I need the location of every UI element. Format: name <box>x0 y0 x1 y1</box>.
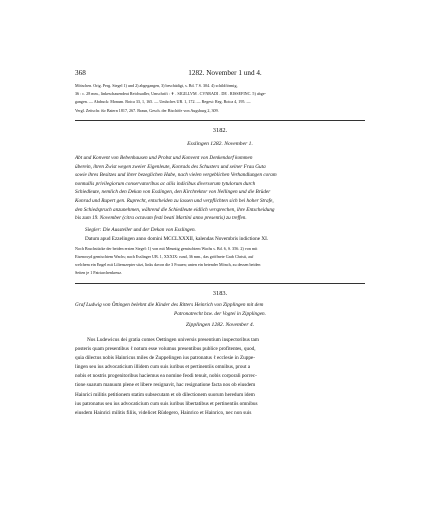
regest-line: überein, ihren Zwist wegen zweier Eigenleute, Konrads des Schusters und seiner Frau Guta <box>75 163 266 170</box>
charter-line: eiusdem Hainrici militis filiis, videlicet Rüdegero, Hainrico et Hainrico, nec non suis <box>75 409 252 416</box>
charter-line: quia dilectus nobis Hainricus miles de Zuppelingen ius patronatus ℓ ecclesie in Zuppe- <box>75 355 255 362</box>
regest-line: nonnullis privilegiorum conservatoribus ac aliis indicibus diversorum tytulorum durch <box>75 180 256 187</box>
charter-line: Hainrici militis petitionem statim subsecutam et ob dilectionem suorum heredum idem <box>75 391 255 398</box>
doc-heading: Esslingen 1282. November 1. <box>187 141 253 147</box>
note-line: Mötschen. Orig. Perg. Siegel 1) und 2) abgegangen, 3) beschädigt, s. Bd. 7 S. 304. 4) schildförmig, <box>75 83 238 88</box>
doc-number: 3182. <box>212 127 228 134</box>
charter-line: Nos Ludewicus dei gratia comes Oettingen universis presentium inspectoribus tam <box>87 337 259 343</box>
note-line: Seiten je 1 Patriarchenkreuz. <box>75 270 123 275</box>
regest-line: bis zum 19. November (citra octavam festi beati Martini anno presentis) zu treffen. <box>75 215 247 222</box>
note-line: 36 : c. 28 mm., linkeschauendeat Reichsadler, Umschrift : ✝ . SIGILLVM . CVNRADI . DE . RISSEFINC. 5) abge- <box>75 91 266 97</box>
regest-line: Abt und Konvent von Bebenhausen und Probst und Konvent von Denkendorf kommen <box>75 155 253 161</box>
regest-text <box>75 301 365 318</box>
charter-line: tione suarum manuum plene et libere resignavit, hac resignatione facta nos ob eiusdem <box>75 382 256 389</box>
divider <box>75 283 365 284</box>
regest-line: den Schiedspruch anzunehmen, während die Schiedleute eidlich versprechen, ihre Entscheidung <box>75 206 275 213</box>
regest-line: Graf Ludwig von Öttingen belehnt die Kinder des Ritters Heinrich von Zipplingen mit dem <box>75 302 264 308</box>
regest-line: sowie ihres Besitzes und ihrer bezeglichen Habe, nach vielen vergeblichen Verhandlungen coram <box>75 172 277 179</box>
charter-line: posteris quam presentibus ℓ notum esse volumus presentibus publice profitentes, quod, <box>75 346 256 353</box>
note-line: Vergl. Zeitschr. für Baiern 1817, 267. Braun, Gesch. der Bischöfe von Augsburg 2, 309. <box>75 107 219 113</box>
page-header <box>75 69 375 81</box>
regest-line: Patronatrecht bzw. der Vogtei in Zipplingen. <box>174 310 266 317</box>
datum-line: Datum apud Ezzelingen anno domini MCCLXXXII, kalendas Novembris indictione XI. <box>85 236 269 242</box>
note-line: welchem ein Engel mit Lilienszepter sitzt, links davon die 3 Frauen; unten ein betender Mönch, zu dessen beiden <box>75 262 261 267</box>
charter-line: ius patronatus seu ius advocaticium cum suis iuribus libertatibus et pertinentiis omnibus <box>75 400 258 407</box>
doc-number: 3183. <box>212 290 228 297</box>
charter-line: lingen seu ius advocaticium illidem cum suis iuribus et pertinentiis omnibus, prout a <box>75 364 251 371</box>
divider <box>75 120 365 121</box>
note-line: gangen. — Abdruck: Monum. Boica 33, 1, 165. — Umlsches UB. 1, 172. — Regest: Reg. Boica 4, 195. — <box>75 99 251 105</box>
doc-heading: Zipplingen 1282. November 4. <box>185 322 255 328</box>
charter-text <box>75 336 365 418</box>
regest-text <box>75 154 365 223</box>
running-head: 1282. November 1 und 4. <box>188 69 262 77</box>
note-line: Noch Bruchstücke der beiden ersten Siegel: 1) von mit Meuntig gemischtem Wachs s. Bd. 6, S. 356. 2) von mit <box>75 246 258 251</box>
top-notes <box>75 82 365 115</box>
note-line: Eisenoxyd gemischtem Wachs; nach Esslinger UB. 1, XXXIX: rund, 36 mm., das gröffnete Grab Christi, auf <box>75 254 254 259</box>
regest-line: Schiedleute, nemlich den Dekan von Esslingen, den Kirchrektor von Nellingen und die Brüder <box>75 189 271 196</box>
doc-notes <box>75 245 365 277</box>
charter-line: nobis et nostris progenitoribus haciemus ea nomine feodi tenuit, nobis corporali porrec- <box>75 373 257 380</box>
regest-line: Konrad und Rupert gen. Ruprecht, entscheiden zu lassen und verpflichten sich bei hoher Strafe, <box>75 197 274 204</box>
page-number: 368 <box>75 69 86 77</box>
siegler-line: Siegler: Die Aussteller und der Dekan von Esslingen. <box>85 227 196 233</box>
